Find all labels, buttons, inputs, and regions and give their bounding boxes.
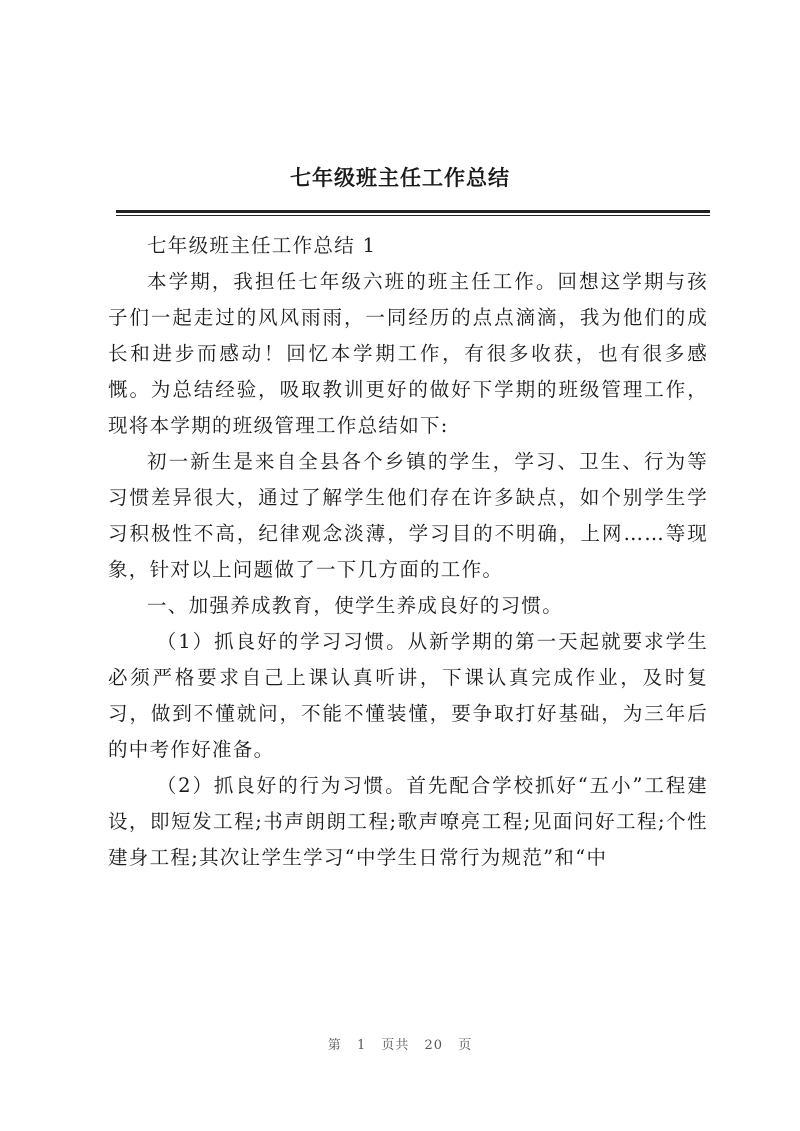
paragraph-study-habits: （1）抓良好的学习习惯。从新学期的第一天起就要求学生必须严格要求自己上课认真听讲，下课认真完成作业，及时复习，做到不懂就问，不能不懂装懂，要争取打好基础，为三年后的中考作好准备。 bbox=[108, 630, 708, 761]
paragraph-behavior-habits: （2）抓良好的行为习惯。首先配合学校抓好“五小”工程建设，即短发工程;书声朗朗工程;歌声嘹亮工程;见面问好工程;个性建身工程;其次让学生学习“中学生日常行为规范”和“中 bbox=[108, 774, 708, 869]
paragraph-intro: 本学期，我担任七年级六班的班主任工作。回想这学期与孩子们一起走过的风风雨雨，一同经历的点点滴滴，我为他们的成长和进步而感动！回忆本学期工作，有很多收获，也有很多感慨。为总结经验，吸取教训更好的做好下学期的班级管理工作，现将本学期的班级管理工作总结如下: bbox=[108, 270, 708, 437]
document-body bbox=[108, 228, 708, 876]
section-heading: 七年级班主任工作总结 1 bbox=[147, 234, 377, 257]
paragraph-point-one: 一、加强养成教育，使学生养成良好的习惯。 bbox=[147, 594, 564, 617]
footer-current-page: 1 bbox=[356, 1038, 367, 1053]
footer-suffix: 页 bbox=[458, 1038, 473, 1053]
paragraph-background: 初一新生是来自全县各个乡镇的学生，学习、卫生、行为等习惯差异很大，通过了解学生他们存在许多缺点，如个别学生学习积极性不高，纪律观念淡薄，学习目的不明确，上网……等现象，针对以上问题做了一下几方面的工作。 bbox=[108, 450, 708, 581]
page-title: 七年级班主任工作总结 bbox=[290, 165, 510, 190]
title-divider-thin bbox=[116, 215, 710, 216]
footer-prefix: 第 bbox=[327, 1038, 342, 1053]
title-divider bbox=[116, 210, 710, 213]
footer-total-pages: 20 bbox=[424, 1038, 444, 1053]
page-footer bbox=[0, 1034, 800, 1053]
footer-mid: 页共 bbox=[381, 1038, 410, 1053]
